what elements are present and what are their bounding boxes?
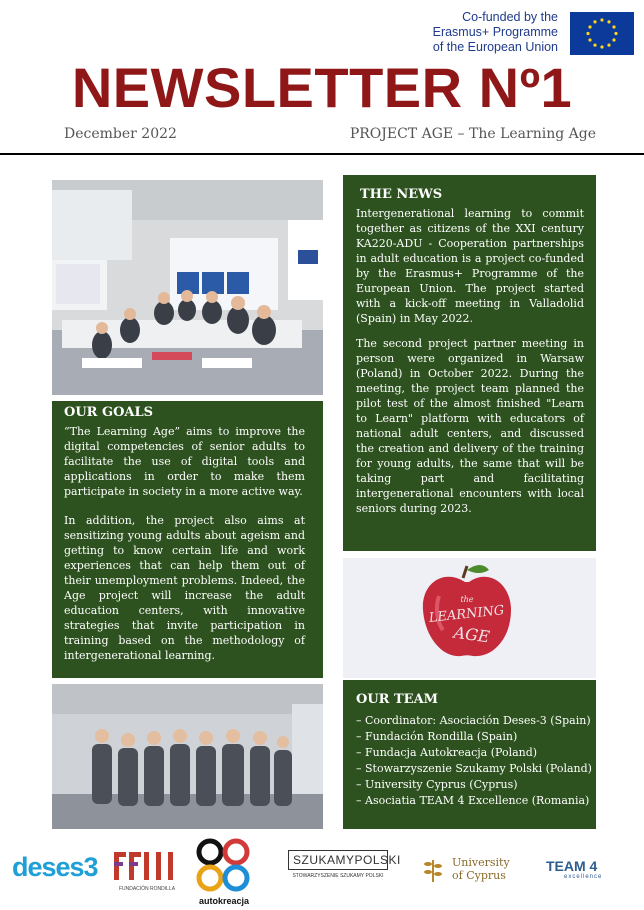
apple-logo-text-1: the: [460, 595, 474, 604]
ucy-logo-text-2: of Cyprus: [452, 869, 506, 882]
eu-line-1: Co-funded by the: [462, 10, 558, 24]
news-heading: THE NEWS: [360, 187, 443, 202]
autokreacja-logo-icon: [192, 838, 256, 892]
team-heading: OUR TEAM: [356, 692, 439, 707]
eu-line-2: Erasmus+ Programme: [432, 25, 558, 39]
team-member: – Fundacja Autokreacja (Poland): [356, 746, 538, 759]
rondilla-logo: [112, 848, 182, 894]
issue-date: December 2022: [64, 126, 177, 142]
olive-branch-icon: [420, 854, 446, 884]
meeting-room-photo: [52, 180, 323, 395]
deses3-logo: [12, 852, 98, 883]
eu-cofunded-text: [433, 10, 558, 55]
szukamy-logo-subtext: STOWARZYSZENIE SZUKAMY POLSKI: [292, 873, 384, 879]
team-group-photo: [52, 684, 323, 829]
rondilla-logo-icon: [112, 848, 182, 882]
autokreacja-logo: [192, 838, 256, 904]
team-member: – Coordinator: Asociación Deses-3 (Spain): [356, 714, 591, 727]
deses3-logo-text: deses3: [12, 852, 98, 882]
goals-heading: OUR GOALS: [64, 405, 154, 420]
szukamy-polski-logo: [288, 850, 401, 894]
learning-age-logo-card: [343, 558, 596, 678]
team-list: [356, 713, 592, 809]
team-member: – Fundación Rondilla (Spain): [356, 730, 518, 743]
our-team-section: [343, 680, 596, 829]
project-name: PROJECT AGE – The Learning Age: [349, 126, 596, 142]
university-of-cyprus-logo: [420, 854, 520, 888]
apple-logo-icon: [343, 558, 596, 678]
team4-logo-subtext: excellence: [564, 874, 603, 880]
the-news-section: [343, 175, 596, 551]
ucy-logo-text-1: University: [452, 856, 510, 869]
szukamy-logo-text: SZUKAMYPOLSKI: [288, 850, 388, 870]
team4-logo-text: TEAM 4: [546, 858, 598, 874]
news-paragraph-1: Intergenerational learning to commit together as citizens of the XXI century KA220-ADU - Cooperation partnerships in adult education is a project co-funded by the Erasmus+ Programme of the European Union. The project started with a kick-off meeting in Valladolid (Spain) in May 2022.: [356, 207, 584, 325]
apple-logo-text-3: AGE: [452, 622, 491, 647]
news-paragraph-2: The second project partner meeting in person were organized in Warsaw (Poland) in October 2022. During the meeting, the project team planned the pilot test of the almost finished "Learn to Learn" platform with educators of national adult centers, and discussed the creation and delivery of the training for young adults, the same that will be taking part and facilitating intergenerational encounters with local seniors during 2023.: [356, 337, 584, 515]
rondilla-logo-text: FUNDACIÓN RONDILLA: [118, 886, 176, 892]
newsletter-title: NEWSLETTER Nº1: [71, 56, 573, 119]
eu-flag-icon: [570, 12, 634, 55]
eu-line-3: of the European Union: [432, 40, 558, 54]
team-member: – University Cyprus (Cyprus): [356, 778, 518, 791]
team-member: – Stowarzyszenie Szukamy Polski (Poland): [356, 762, 592, 775]
our-goals-section: [52, 401, 323, 678]
team4-excellence-logo: [546, 858, 626, 888]
goals-paragraph-1: “The Learning Age” aims to improve the digital competencies of senior adults to facilitate the use of digital tools and applications in order to make them participate in society in a more active way.: [64, 425, 305, 498]
autokreacja-logo-text: autokreacja: [198, 896, 250, 906]
team-member: – Asociatia TEAM 4 Excellence (Romania): [356, 794, 590, 807]
header-divider: [0, 153, 644, 155]
apple-logo-text-2: LEARNING: [428, 603, 506, 626]
goals-paragraph-2: In addition, the project also aims at sensitizing young adults about ageism and getting to know certain life and work experiences that can help them out of their unemployment problems. Indeed, the Age project will increase the adult education centers, with innovative strategies that invite participation in training based on the methodology of intergenerational learning.: [64, 514, 305, 662]
